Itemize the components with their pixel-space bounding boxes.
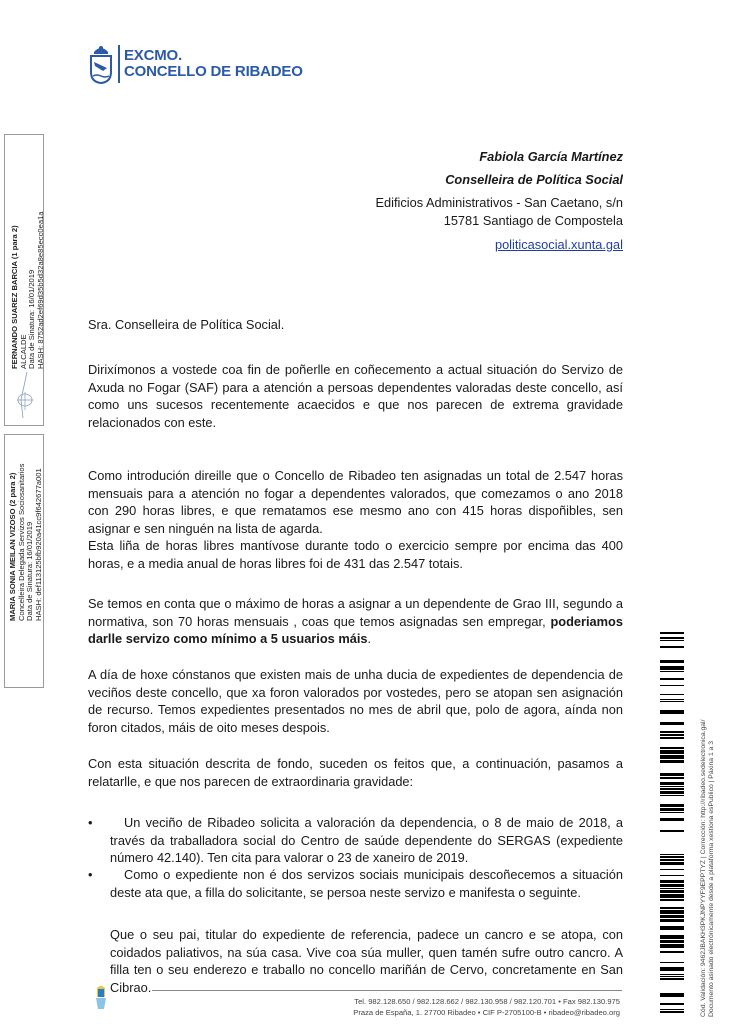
- barcode-bar: [660, 944, 684, 948]
- barcode-bar: [660, 869, 684, 870]
- barcode-bar: [660, 737, 684, 739]
- barcode-bar: [660, 640, 684, 641]
- barcode-bar: [660, 734, 684, 736]
- barcode-bar: [660, 812, 684, 813]
- barcode-bar: [660, 666, 684, 670]
- barcode-bar: [660, 962, 684, 963]
- barcode-bar: [660, 974, 684, 975]
- logo-line2: CONCELLO DE RIBADEO: [124, 63, 303, 80]
- barcode-bar: [660, 786, 684, 787]
- barcode-bar: [660, 899, 684, 901]
- barcode-bar: [660, 699, 684, 700]
- recipient-address-line1: Edificios Administrativos - San Caetano, s/n: [375, 195, 623, 210]
- recipient-website-link[interactable]: politicasocial.xunta.gal: [494, 237, 623, 252]
- barcode-bar: [660, 976, 684, 977]
- barcode-bar: [660, 782, 684, 785]
- paragraph-free-hours: Esta liña de horas libres mantívose durante todo o exercicio sempre por encima das 400 horas, e a media anual de horas libres foi de 431 das 2.547 totais.: [88, 538, 623, 571]
- validation-barcode: [660, 632, 684, 1017]
- validation-stamp: [700, 720, 716, 1017]
- signature-text-mayor: [11, 212, 45, 370]
- barcode-bar: [660, 862, 684, 865]
- salutation: Sra. Conselleira de Política Social.: [88, 317, 285, 332]
- barcode-bar: [660, 808, 684, 811]
- barcode-bar: [660, 760, 684, 763]
- barcode-bar: [660, 854, 684, 855]
- recipient-role: Conselleira de Política Social: [445, 172, 623, 187]
- barcode-bar: [660, 755, 684, 759]
- barcode-bar: [660, 935, 684, 939]
- p4-end: .: [367, 631, 372, 647]
- footer-phones: Tel. 982.128.650 / 982.128.662 / 982.130.958 / 982.120.701 • Fax 982.130.975: [354, 997, 620, 1006]
- list-item: [88, 814, 623, 867]
- barcode-bar: [660, 632, 684, 634]
- barcode-bar: [660, 926, 684, 930]
- barcode-bar: [660, 884, 684, 887]
- barcode-bar: [660, 1003, 684, 1005]
- signature-hash: HASH: 8752ad2ef69d35b5d32a8e85ecc0ea1a: [35, 211, 45, 369]
- barcode-bar: [660, 678, 684, 680]
- logo-line1: EXCMO.: [124, 47, 182, 64]
- paragraph-pending-files: A día de hoxe cónstanos que existen mais de unha ducia de expedientes de dependencia de veciños deste concello, que xa foron valorados por vostedes, pero se atopan sen asignación de recurso. Temos expedientes presentados no mes de abril que, polo de agora, aínda non foron citados, máis de oito meses despois.: [88, 667, 623, 735]
- paragraph-hours: Como introdución direille que o Concello de Ribadeo ten asignadas un total de 2.547 horas mensuais para a atención no fogar a dependentes valorados, que comezamos o ano 2018 con 290 horas libres, e que rematamos ese mesmo ano con 415 horas dispoñibles, sen asignar e sen ninguén na lista de agarda.: [88, 468, 623, 536]
- barcode-bar: [660, 747, 684, 749]
- barcode-bar: [660, 685, 684, 686]
- barcode-bar: [660, 791, 684, 794]
- footer-contact: [353, 997, 620, 1018]
- signature-hash: HASH: def113125bfb920a41cc9f642677a001: [33, 468, 43, 621]
- barcode-bar: [660, 951, 684, 953]
- logo-text: [124, 48, 303, 80]
- signer-name: MARIA SONIA MEILAN VIZOSO (2 para 2): [8, 472, 17, 621]
- barcode-bar: [660, 919, 684, 922]
- recipient-block: [375, 148, 623, 254]
- barcode-bar: [660, 894, 684, 898]
- footer-divider: [152, 990, 622, 991]
- barcode-bar: [660, 993, 684, 997]
- paragraph-facts-intro: Con esta situación descrita de fondo, suceden os feitos que, a continuación, pasamos a relatarlle, e que nos parecen de extraordinaria gravidade:: [88, 756, 623, 789]
- list-item: [88, 866, 623, 901]
- signature-text-councillor: [9, 464, 43, 621]
- recipient-name: Fabiola García Martínez: [479, 149, 623, 164]
- list-item-text: Como o expediente non é dos servizos sociais municipais descoñecemos a situación deste ata que, a filla do solicitante, se persoa neste servizo e manifesta o seguinte.: [110, 867, 623, 900]
- barcode-bar: [660, 694, 684, 695]
- barcode-bar: [660, 940, 684, 943]
- handwritten-signature-icon: [13, 370, 37, 420]
- barcode-bar: [660, 875, 684, 876]
- paragraph-intro: Dirixímonos a vostede coa fin de poñerlle en coñecemento a actual situación do Servizo de Axuda no Fogar (SAF) para a atención a persoas dependentes valoradas deste concello, así como uns sucesos recentemente acaecidos e que nos parecen de extrema gravidade relacionados con este.: [88, 362, 623, 430]
- p4-bold: poderiamos darlle servizo como mínimo a 5 usuarios máis: [88, 613, 623, 647]
- barcode-bar: [660, 795, 684, 796]
- signer-name: FERNANDO SUAREZ BARCIA (1 para 2): [10, 225, 19, 369]
- list-item-text: Un veciño de Ribadeo solicita a valoración da dependencia, o 8 de maio de 2018, a través da traballadora social do Centro de saúde dependente do SERGAS (expediente número 42.140). Ten cita para valorar o 23 de xaneiro de 2019.: [110, 815, 623, 866]
- barcode-bar: [660, 978, 684, 980]
- bullet-icon: •: [88, 815, 93, 830]
- barcode-bar: [660, 777, 684, 779]
- paragraph-grade-three: [88, 595, 623, 648]
- barcode-bar: [660, 646, 684, 648]
- concello-logo: [89, 44, 303, 84]
- barcode-bar: [660, 637, 684, 639]
- barcode-bar: [660, 967, 684, 971]
- barcode-bar: [660, 804, 684, 807]
- barcode-bar: [660, 660, 684, 663]
- barcode-bar: [660, 1011, 684, 1013]
- barcode-bar: [660, 1009, 684, 1010]
- barcode-bar: [660, 859, 684, 861]
- barcode-bar: [660, 773, 684, 776]
- signature-box-councillor: [4, 434, 44, 688]
- logo-divider: [118, 45, 120, 83]
- barcode-bar: [660, 890, 684, 893]
- barcode-bar: [660, 907, 684, 909]
- barcode-bar: [660, 910, 684, 914]
- signer-role: ALCALDE: [18, 334, 28, 369]
- barcode-bar: [660, 788, 684, 790]
- signer-role: Concelleira Delegada Servizos Sociosanitarios: [16, 463, 26, 621]
- barcode-bar: [660, 722, 684, 725]
- barcode-bar: [660, 710, 684, 714]
- barcode-bar: [660, 856, 684, 858]
- footer-emblem-icon: [94, 985, 108, 1011]
- barcode-bar: [660, 671, 684, 672]
- recipient-address-line2: 15781 Santiago de Compostela: [443, 213, 623, 228]
- validation-code-line: Cód. Validación: 9462JBAKH3PKJNPYYF9EPPTYZ | Corrección: http://ribadeo.sedelectronica.gal/: [700, 719, 707, 1017]
- barcode-bar: [660, 731, 684, 733]
- barcode-bar: [660, 818, 684, 821]
- signature-date: Data de Sinatura: 16/01/2019: [27, 269, 37, 369]
- coat-of-arms-icon: [89, 44, 113, 84]
- signature-box-mayor: [4, 134, 44, 426]
- validation-platform-line: Documento asinado electrónicamente desde a plataforma xestiona esPublico | Páxina 1 a 3: [708, 740, 715, 1017]
- paragraph-father-situation: Que o seu pai, titular do expediente de referencia, padece un cancro e se atopa, con coidados paliativos, na súa casa. Vive coa súa muller, quen tamén sufre outro cancro. A filla ten o seu enderezo e traballo no concello mariñán de Cervo, concretamente en San Cibrao.: [110, 927, 623, 995]
- signature-date: Data de Sinatura: 16/01/2019: [25, 521, 35, 621]
- footer-address: Praza de España, 1. 27700 Ribadeo • CIF P-2705100-B • ribadeo@ribadeo.org: [353, 1007, 620, 1017]
- p4-start: Se temos en conta que o máximo de horas a asignar a un dependente de Grao III, segundo a normativa, son 70 horas mensuais , coas que temos asignadas sen empregar,: [88, 596, 623, 629]
- barcode-bar: [660, 888, 684, 889]
- barcode-bar: [660, 880, 684, 883]
- bullet-icon: •: [88, 867, 93, 882]
- barcode-bar: [660, 915, 684, 918]
- barcode-bar: [660, 750, 684, 754]
- barcode-bar: [660, 830, 684, 832]
- barcode-bar: [660, 701, 684, 702]
